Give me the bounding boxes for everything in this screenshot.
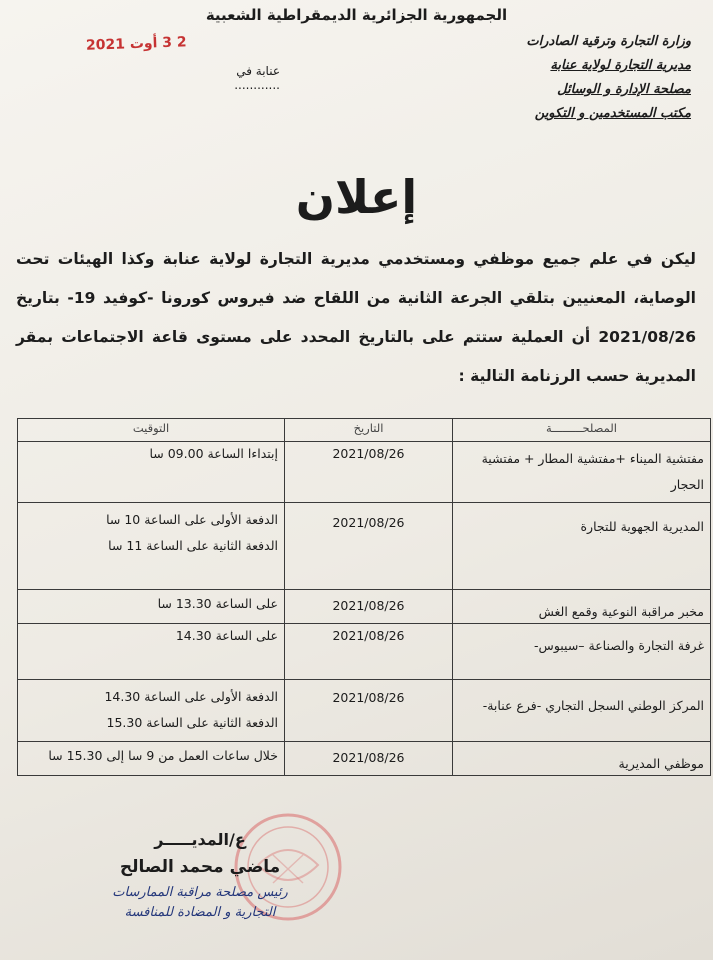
- announcement-title: إعلان: [295, 170, 418, 224]
- time-line: الدفعة الثانية على الساعة 15.30: [106, 715, 278, 730]
- cell-service: مفتشية الميناء +مفتشية المطار + مفتشية الحجار: [453, 442, 711, 503]
- cell-time: [18, 680, 285, 742]
- signature-block: [50, 830, 350, 923]
- office-line: مكتب المستخدمين و التكوين: [534, 106, 691, 121]
- cell-time: [18, 624, 285, 680]
- header-date: التاريخ: [285, 419, 453, 442]
- schedule-table: [17, 418, 711, 776]
- time-line: خلال ساعات العمل من 9 سا إلى 15.30 سا: [48, 748, 278, 763]
- time-line: على الساعة 13.30 سا: [157, 596, 278, 611]
- role-line: رئيس مصلحة مراقبة الممارسات: [112, 885, 288, 900]
- ministry-block: [471, 30, 691, 126]
- cell-time: [18, 503, 285, 590]
- table-row: [18, 742, 711, 776]
- table-row: [18, 503, 711, 590]
- time-line: الدفعة الأولى على الساعة 10 سا: [106, 512, 278, 527]
- cell-date: 2021/08/26: [285, 680, 453, 742]
- time-line: الدفعة الثانية على الساعة 11 سا: [108, 538, 278, 553]
- time-line: على الساعة 14.30: [175, 628, 278, 643]
- time-line: الدفعة الأولى على الساعة 14.30: [104, 689, 278, 704]
- table-header-row: [18, 419, 711, 442]
- directorate-line: مديرية التجارة لولاية عنابة: [550, 58, 691, 73]
- table-row: [18, 680, 711, 742]
- cell-date: 2021/08/26: [285, 742, 453, 776]
- table-row: [18, 442, 711, 503]
- cell-service: مخبر مراقبة النوعية وقمع الغش: [453, 590, 711, 624]
- cell-service: المديرية الجهوية للتجارة: [453, 503, 711, 590]
- header-time: التوقيت: [18, 419, 285, 442]
- ministry-line: وزارة التجارة وترقية الصادرات: [526, 34, 691, 49]
- cell-service: غرفة التجارة والصناعة –سيبوس-: [453, 624, 711, 680]
- role-line: التجارية و المضادة للمنافسة: [124, 905, 276, 920]
- announcement-body: ليكن في علم جميع موظفي ومستخدمي مديرية التجارة لولاية عنابة وكذا الهيئات تحت الوصاية، المعنيين بتلقي الجرعة الثانية من اللقاح ضد فيروس كورونا -كوفيد 19- بتاريخ 2021/08/26 أن العملية ستتم على بالتاريخ المحدد على مستوى قاعة الاجتماعات بمقر المديرية حسب الرزنامة التالية :: [16, 250, 696, 385]
- annaba-date-label: عنابة في ............: [234, 64, 280, 92]
- signature-name: ماضي محمد الصالح: [119, 857, 281, 877]
- date-stamp: 2 3 أوت 2021: [85, 34, 187, 54]
- republic-header: الجمهورية الجزائرية الديمقراطية الشعبية: [205, 6, 508, 24]
- service-line: مصلحة الإدارة و الوسائل: [557, 82, 691, 97]
- cell-date: 2021/08/26: [285, 590, 453, 624]
- header-service: المصلحـــــــــة: [453, 419, 711, 442]
- table-row: [18, 624, 711, 680]
- cell-service: المركز الوطني السجل التجاري -فرع عنابة-: [453, 680, 711, 742]
- signature-title: ع/المديـــــر: [154, 830, 246, 849]
- time-line: إبتداءا الساعة 09.00 سا: [149, 446, 278, 461]
- cell-service: موظفي المديرية: [453, 742, 711, 776]
- cell-date: 2021/08/26: [285, 624, 453, 680]
- cell-time: [18, 590, 285, 624]
- cell-time: [18, 442, 285, 503]
- signature-role: [50, 883, 350, 923]
- cell-date: 2021/08/26: [285, 503, 453, 590]
- cell-date: 2021/08/26: [285, 442, 453, 503]
- table-row: [18, 590, 711, 624]
- cell-time: [18, 742, 285, 776]
